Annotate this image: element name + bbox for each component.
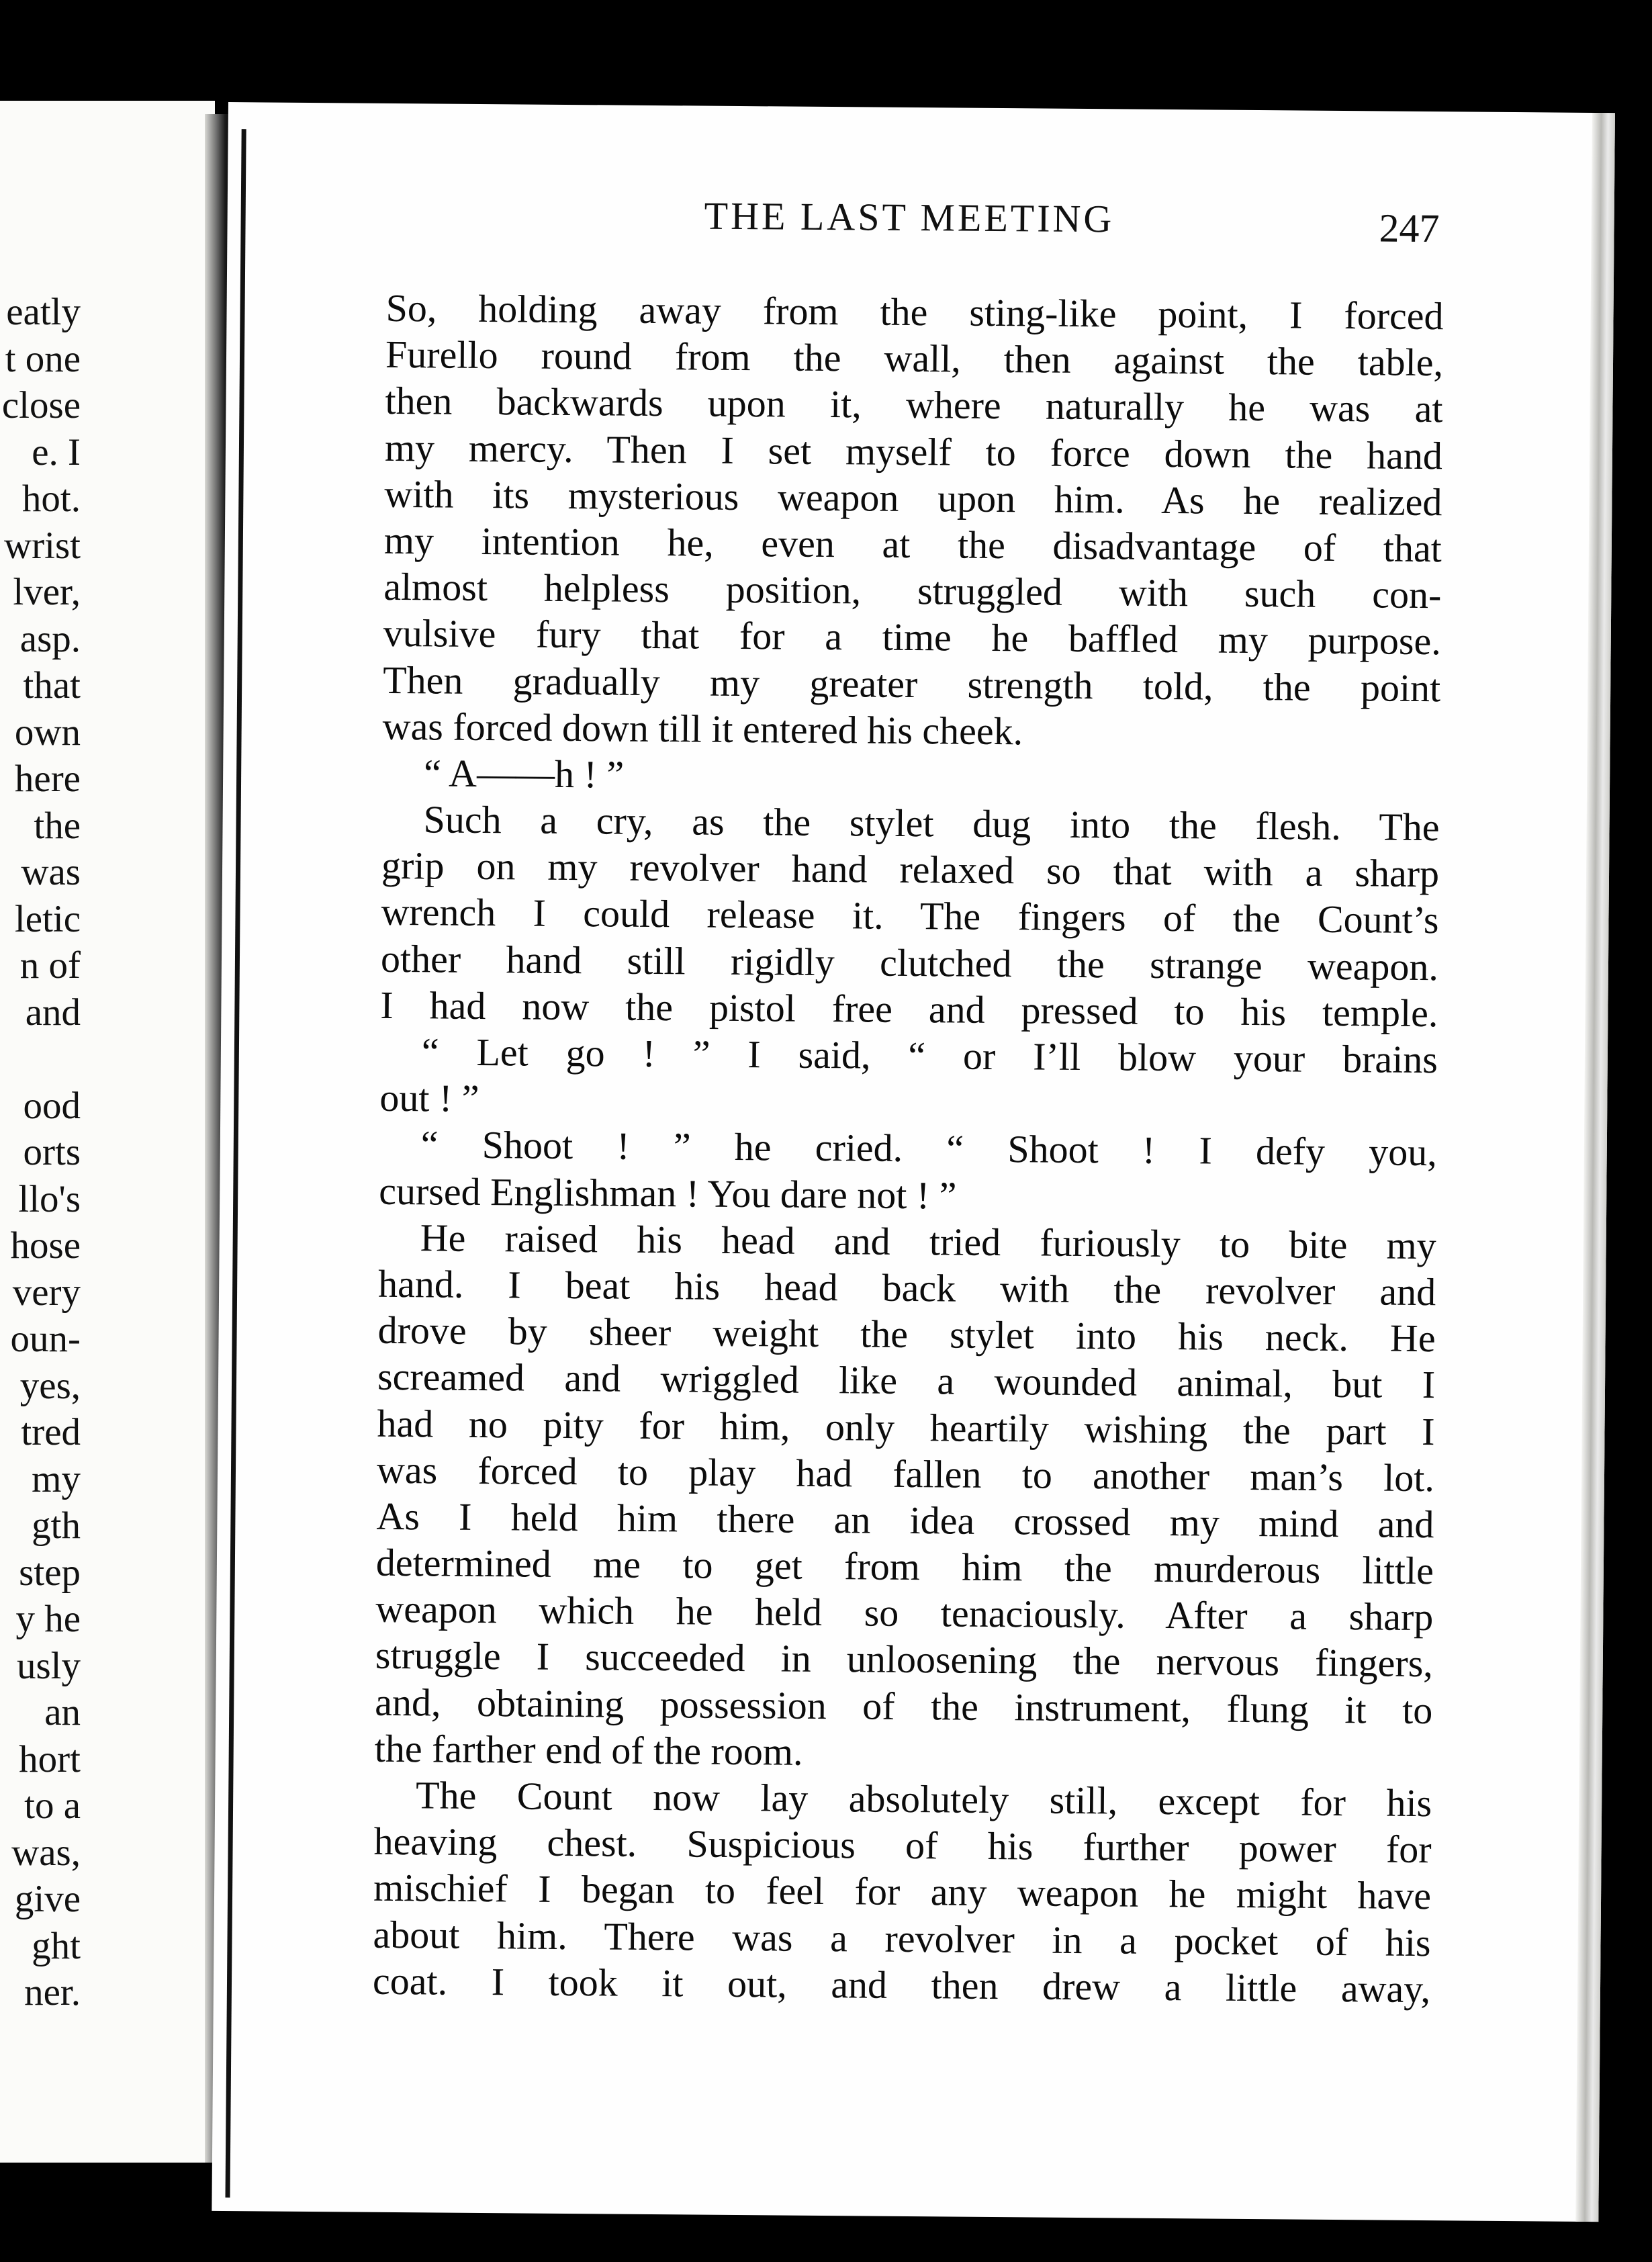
left-page-fragment: ner.	[24, 1971, 81, 2014]
left-page-fragment: e. I	[32, 431, 81, 473]
text-line: and, obtaining possession of the instrument, flung it to	[375, 1680, 1433, 1732]
text-line: coat. I took it out, and then drew a little away,	[372, 1958, 1431, 2011]
text-line: hand. I beat his head back with the revolver and	[377, 1261, 1436, 1314]
left-page-fragment: y he	[15, 1598, 81, 1640]
left-page-fragment: very	[12, 1271, 81, 1314]
left-page-fragment: was	[21, 851, 81, 893]
left-page-fragment: hot.	[21, 478, 81, 520]
text-line: weapon which he held so tenaciously. After a sharp	[375, 1587, 1434, 1639]
left-page-fragment: llo's	[18, 1177, 81, 1220]
left-page-fragment	[0, 1036, 81, 1083]
left-page-fragment: gth	[32, 1504, 81, 1547]
text-line: was forced to play had fallen to another man’s lot.	[376, 1447, 1435, 1500]
left-page-fragment: t one	[5, 337, 81, 380]
text-line: I had now the pistol free and pressed to his temple.	[380, 983, 1438, 1036]
text-line: the farther end of the room.	[374, 1726, 803, 1774]
running-head: THE LAST MEETING	[704, 193, 1115, 241]
text-line: He raised his head and tried furiously to bite my	[420, 1216, 1436, 1267]
text-line: drove by sheer weight the stylet into his neck. He	[377, 1308, 1436, 1361]
left-page-fragment: oun-	[10, 1318, 81, 1360]
text-line: my mercy. Then I set myself to force down the hand	[384, 425, 1443, 478]
left-page-fragment: hose	[10, 1224, 81, 1267]
text-line: other hand still rigidly clutched the strange weapon.	[380, 936, 1439, 989]
left-page-fragment: that	[23, 664, 81, 707]
left-page-fragment: asp.	[19, 617, 81, 660]
page-number: 247	[1379, 206, 1440, 251]
text-line: had no pity for him, only heartily wishing the part I	[377, 1401, 1435, 1453]
left-page-fragment: an	[44, 1691, 81, 1733]
text-line: my intention he, even at the disadvantage of that	[383, 518, 1442, 571]
left-page-fragment: ood	[23, 1084, 81, 1127]
text-line: heaving chest. Suspicious of his further power for	[373, 1819, 1432, 1872]
left-page-fragment: lver,	[13, 571, 81, 613]
left-page-fragment: yes,	[19, 1364, 81, 1407]
text-line: cursed Englishman ! You dare not ! ”	[379, 1169, 957, 1218]
text-line: Furello round from the wall, then against the table,	[385, 332, 1444, 385]
text-line: “ Let go ! ” I said, “ or I’ll blow your brains	[421, 1030, 1438, 1082]
left-page-fragment: step	[19, 1551, 81, 1594]
text-line: The Count now lay absolutely still, except for his	[415, 1773, 1432, 1825]
left-page-fragment: wrist	[4, 524, 81, 567]
left-page-fragment: give	[14, 1878, 81, 1920]
text-line: Such a cry, as the stylet dug into the flesh. The	[423, 797, 1440, 850]
left-page-fragment: tred	[21, 1411, 81, 1453]
left-page-fragment: hort	[19, 1737, 81, 1780]
page-edge-shadow	[225, 129, 246, 2198]
text-line: So, holding away from the sting-like point, I forced	[385, 285, 1444, 338]
text-line: “ Shoot ! ” he cried. “ Shoot ! I defy you,	[420, 1122, 1438, 1175]
text-line: Then gradually my greater strength told, the point	[382, 658, 1441, 710]
left-page-fragment: own	[14, 711, 81, 754]
text-line: then backwards upon it, where naturally he was at	[385, 379, 1443, 431]
left-page-fragment: orts	[23, 1131, 81, 1173]
left-page-fragment: n of	[19, 944, 81, 987]
text-line: “ A——h ! ”	[423, 751, 625, 797]
text-line: with its mysterious weapon upon him. As he realized	[384, 471, 1442, 524]
text-line: almost helpless position, struggled with such con-	[383, 564, 1442, 617]
text-line: out ! ”	[379, 1076, 479, 1121]
body-text	[373, 285, 1444, 2012]
left-page-fragment: eatly	[6, 291, 81, 333]
text-line: about him. There was a revolver in a pocket of his	[373, 1912, 1431, 1964]
left-page-fragment: and	[25, 991, 81, 1034]
text-line: wrench I could release it. The fingers of the Count’s	[381, 890, 1439, 942]
text-line: mischief I began to feel for any weapon he might have	[373, 1866, 1432, 1918]
left-page-text-fragments	[0, 289, 81, 2016]
text-line: vulsive fury that for a time he baffled my purpose.	[383, 611, 1442, 664]
left-page-fragment: my	[32, 1457, 81, 1500]
text-line: As I held him there an idea crossed my mind and	[376, 1494, 1434, 1547]
left-page-fragment: here	[14, 758, 81, 800]
left-page-fragment: ght	[32, 1924, 81, 1967]
left-page-fragment: was,	[11, 1831, 81, 1874]
left-page-fragment: usly	[16, 1644, 81, 1687]
text-line: was forced down till it entered his cheek.	[382, 704, 1023, 754]
left-page-fragment: close	[1, 384, 81, 426]
right-page	[212, 102, 1615, 2222]
page-outer-edge	[1575, 113, 1615, 2222]
left-page-fragment: letic	[14, 897, 81, 940]
left-page-fragment: to a	[24, 1784, 81, 1827]
left-page-fragment: the	[34, 804, 81, 847]
text-line: determined me to get from him the murderous little	[375, 1540, 1434, 1593]
text-line: struggle I succeeded in unloosening the nervous fingers,	[375, 1633, 1434, 1686]
text-line: grip on my revolver hand relaxed so that with a sharp	[381, 844, 1440, 896]
text-line: screamed and wriggled like a wounded animal, but I	[377, 1355, 1436, 1407]
